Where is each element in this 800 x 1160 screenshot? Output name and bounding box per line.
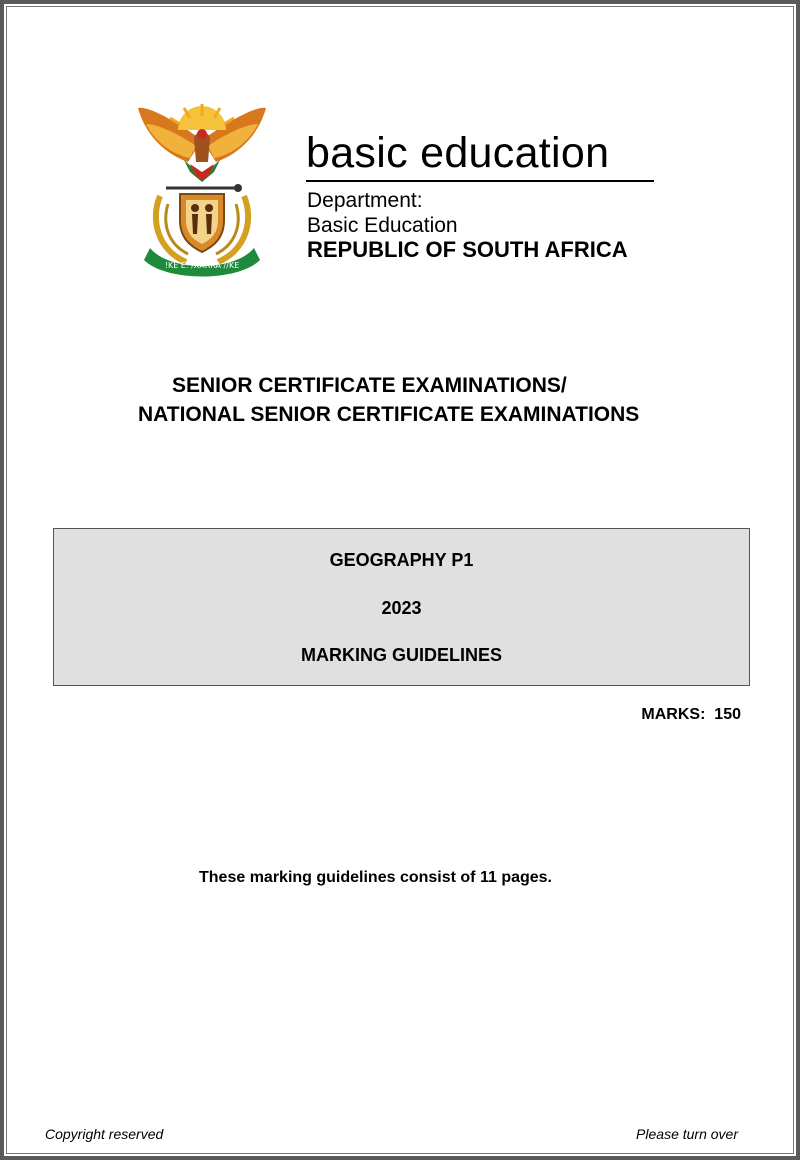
footer-turn-over: Please turn over — [636, 1126, 738, 1142]
department-label: Department: — [307, 189, 423, 212]
footer-copyright: Copyright reserved — [45, 1126, 164, 1142]
total-marks: MARKS: 150 — [641, 706, 741, 723]
subject-name: GEOGRAPHY P1 — [329, 550, 474, 570]
brand-underline — [306, 180, 654, 182]
exam-title-line-1: SENIOR CERTIFICATE EXAMINATIONS/ — [172, 374, 567, 397]
subject-title-box — [53, 528, 750, 686]
country-name: REPUBLIC OF SOUTH AFRICA — [307, 237, 628, 262]
brand-title: basic education — [306, 129, 610, 177]
department-name: Basic Education — [307, 214, 458, 237]
document-type: MARKING GUIDELINES — [300, 645, 502, 665]
exam-title-line-2: NATIONAL SENIOR CERTIFICATE EXAMINATIONS — [138, 403, 640, 426]
coat-of-arms-icon — [134, 100, 270, 280]
exam-year: 2023 — [381, 598, 422, 618]
crest-motto-text: !KE E: /XARRA //KE — [164, 261, 240, 270]
page-count-note: These marking guidelines consist of 11 pages. — [199, 869, 552, 886]
